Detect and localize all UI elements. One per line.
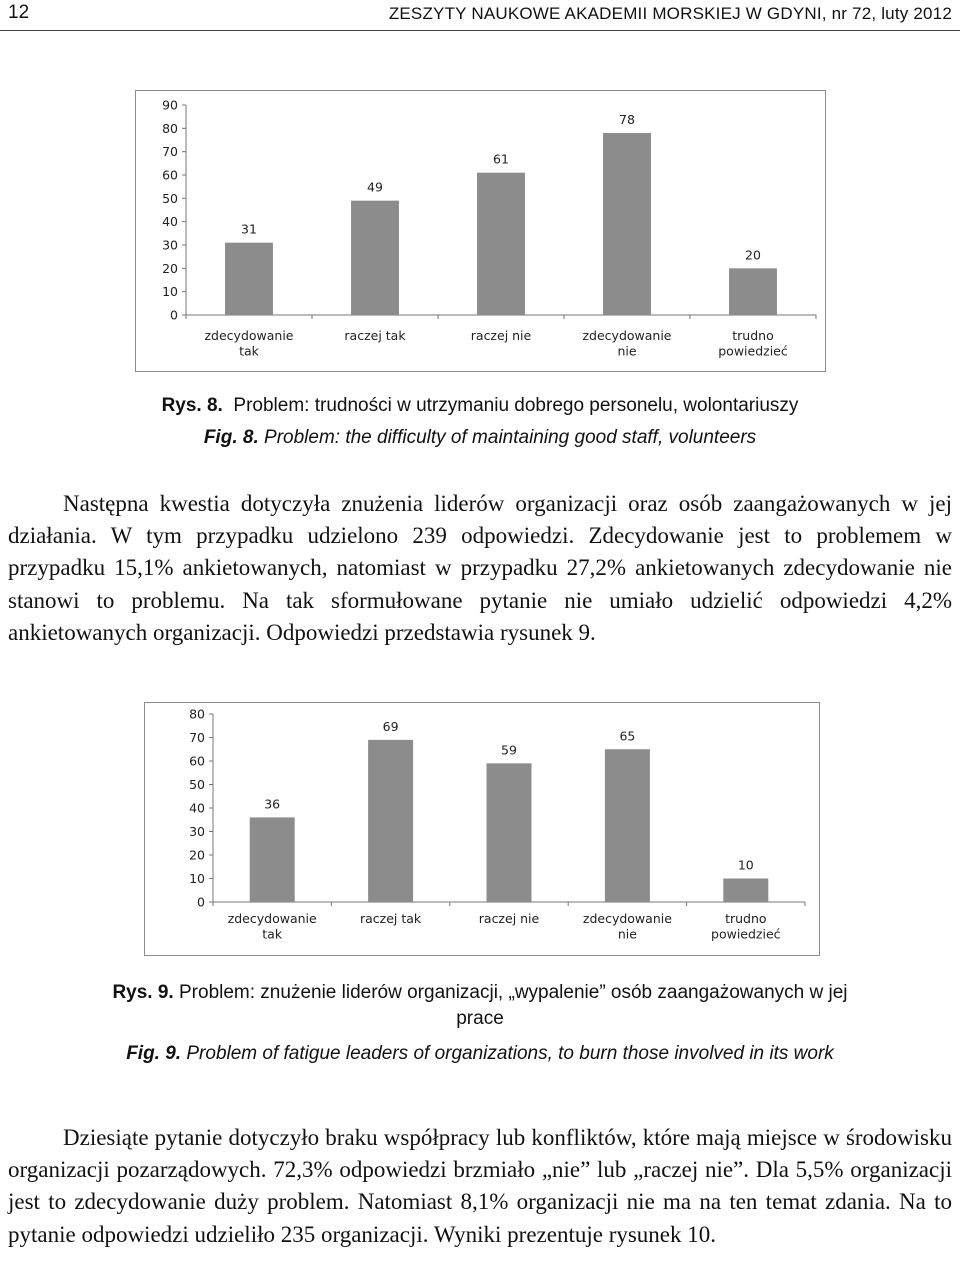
fig8-y-tick-label: 50 bbox=[162, 190, 178, 206]
fig8-category-label: raczej tak bbox=[344, 328, 406, 343]
fig9-bar bbox=[487, 763, 532, 902]
figure-8-caption-en bbox=[0, 425, 960, 451]
fig9-category-label: zdecydowanie nie bbox=[582, 911, 672, 942]
fig8-y-tick-label: 30 bbox=[162, 237, 178, 253]
fig8-y-tick-label: 40 bbox=[162, 214, 178, 230]
fig8-bar bbox=[351, 201, 399, 315]
figure-9-text-pl: Problem: znużenie liderów organizacji, „wypalenie” osób zaangażowanych w jej prace bbox=[179, 982, 848, 1029]
fig8-y-tick-label: 90 bbox=[162, 97, 178, 113]
fig8-category-label: raczej nie bbox=[470, 328, 532, 343]
figure-8-caption-pl bbox=[0, 393, 960, 419]
figure-9-caption-pl bbox=[100, 980, 860, 1032]
fig8-y-tick-label: 60 bbox=[162, 167, 178, 183]
figure-8-chart bbox=[135, 90, 826, 372]
figure-8-text-pl: Problem: trudności w utrzymaniu dobrego personelu, wolontariuszy bbox=[233, 395, 799, 416]
figure-9-svg bbox=[145, 703, 819, 955]
fig8-bar bbox=[225, 243, 273, 315]
fig9-category-label: zdecydowanie tak bbox=[227, 911, 317, 942]
fig8-y-tick-label: 80 bbox=[162, 120, 178, 136]
fig9-bar bbox=[605, 749, 650, 902]
running-head: ZESZYTY NAUKOWE AKADEMII MORSKIEJ W GDYNI, nr 72, luty 2012 bbox=[388, 4, 952, 23]
fig8-y-tick-label: 10 bbox=[162, 284, 178, 300]
fig8-data-label: 49 bbox=[367, 179, 383, 195]
fig9-bar bbox=[723, 879, 768, 903]
body-paragraph-1: Następna kwestia dotyczyła znużenia liderów organizacji oraz osób zaangażowanych w jej działania. W tym przypadku udzielono 239 odpowiedzi. Zdecydowanie jest to problemem w przypadku 15,1% ankietowanych, natomiast w przypadku 27,2% ankietowanych zdecydowanie nie stanowi to problemu. Na tak sformułowane pytanie nie umiało udzielić odpowiedzi 4,2% ankietowanych organizacji. Odpowiedzi przedstawia rysunek 9. bbox=[8, 491, 952, 645]
fig8-data-label: 31 bbox=[241, 221, 257, 237]
fig9-data-label: 36 bbox=[264, 796, 281, 812]
fig9-y-tick-label: 70 bbox=[189, 730, 205, 745]
body-paragraph-2: Dziesiąte pytanie dotyczyło braku współpracy lub konfliktów, które mają miejsce w środowisku organizacji pozarządowych. 72,3% odpowiedzi brzmiało „nie” lub „raczej nie”. Dla 5,5% organizacji jest to zdecydowanie duży problem. Natomiast 8,1% organizacji nie ma na ten temat zdania. Na to pytanie odpowiedzi udzieliło 235 organizacji. Wyniki prezentuje rysunek 10. bbox=[8, 1125, 952, 1247]
figure-8-text-en: Problem: the difficulty of maintaining good staff, volunteers bbox=[264, 427, 757, 448]
fig9-y-tick-label: 0 bbox=[197, 894, 205, 910]
fig8-data-label: 78 bbox=[619, 112, 635, 127]
fig9-y-tick-label: 20 bbox=[189, 847, 205, 863]
figure-9-caption-en bbox=[100, 1041, 860, 1067]
fig8-y-tick-label: 0 bbox=[170, 307, 178, 323]
figure-9-label-pl: Rys. 9. bbox=[112, 982, 174, 1003]
fig8-bar bbox=[729, 268, 777, 315]
fig9-data-label: 69 bbox=[382, 718, 399, 734]
fig9-data-label: 65 bbox=[619, 728, 636, 744]
page-number: 12 bbox=[8, 2, 30, 23]
fig9-y-tick-label: 40 bbox=[189, 800, 205, 816]
fig9-bar bbox=[250, 817, 295, 902]
fig9-y-tick-label: 50 bbox=[189, 777, 205, 792]
fig9-data-label: 10 bbox=[737, 857, 754, 873]
fig8-category-label: zdecydowanie tak bbox=[204, 328, 294, 359]
fig8-category-label: zdecydowanie nie bbox=[582, 328, 672, 359]
fig8-y-tick-label: 70 bbox=[162, 144, 178, 160]
figure-8-label-en: Fig. 8. bbox=[203, 427, 259, 448]
page-header bbox=[0, 0, 960, 31]
fig8-data-label: 61 bbox=[493, 151, 509, 167]
fig9-data-label: 59 bbox=[501, 742, 517, 758]
fig9-bar bbox=[368, 740, 413, 902]
fig9-y-tick-label: 10 bbox=[189, 871, 205, 886]
figure-9-text-en: Problem of fatigue leaders of organizations, to burn those involved in its work bbox=[186, 1043, 834, 1064]
fig8-y-tick-label: 20 bbox=[162, 260, 178, 276]
fig8-data-label: 20 bbox=[745, 247, 761, 263]
figure-8-label-pl: Rys. 8. bbox=[161, 395, 223, 416]
fig9-category-label: raczej nie bbox=[478, 911, 540, 926]
fig9-category-label: trudno powiedzieć bbox=[711, 911, 781, 942]
fig9-y-tick-label: 30 bbox=[189, 824, 205, 839]
figure-9-label-en: Fig. 9. bbox=[126, 1043, 182, 1064]
fig8-bar bbox=[477, 173, 525, 315]
fig8-bar bbox=[603, 133, 651, 315]
figure-9-chart bbox=[144, 702, 820, 956]
fig9-category-label: raczej tak bbox=[360, 911, 422, 926]
fig9-y-tick-label: 60 bbox=[189, 753, 205, 769]
fig9-y-tick-label: 80 bbox=[189, 706, 205, 722]
fig8-category-label: trudno powiedzieć bbox=[718, 328, 788, 359]
figure-8-svg bbox=[136, 91, 825, 371]
